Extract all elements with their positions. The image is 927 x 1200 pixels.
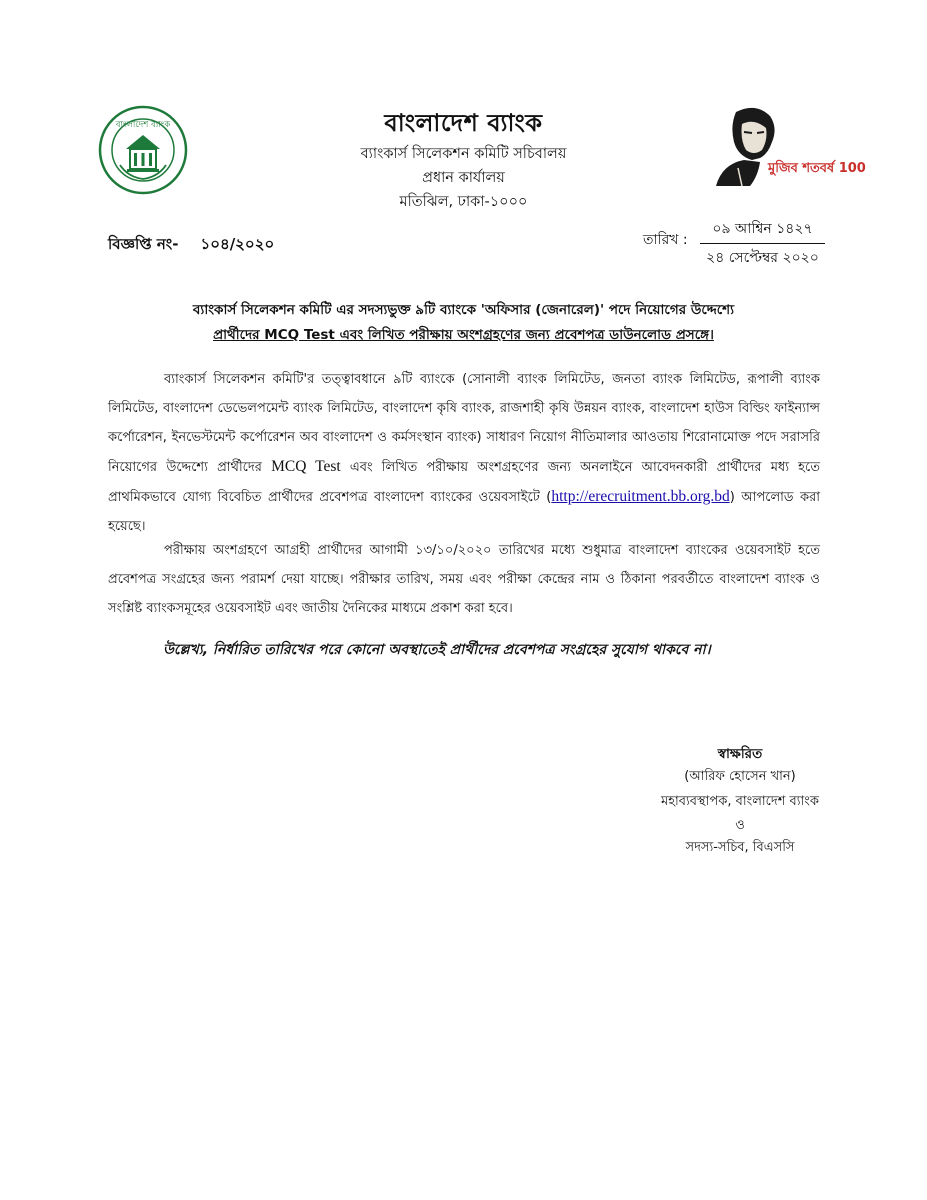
emblem-text: বাংলাদেশ ব্যাংক [115,120,171,130]
subject-line-2: প্রার্থীদের MCQ Test এবং লিখিত পরীক্ষায় অংশগ্রহণের জন্য প্রবেশপত্র ডাউনলোড প্রসঙ্গে। [213,327,714,343]
mcq-test-text: MCQ Test [271,458,341,475]
organization-name: বাংলাদেশ ব্যাংক [384,109,543,137]
office-name: প্রধান কার্যালয় [422,170,505,186]
signatory-title-1: মহাব্যবস্থাপক, বাংলাদেশ ব্যাংক [660,794,820,809]
date-label: তারিখ : [643,232,688,248]
signature-status: স্বাক্ষরিত [717,746,763,762]
mujib-text: মুজিব শতবর্ষ 100 [768,161,866,176]
body-paragraph-2: পরীক্ষায় অংশগ্রহণে আগ্রহী প্রার্থীদের আগামী ১৩/১০/২০২০ তারিখের মধ্যে শুধুমাত্র বাংলাদেশ ব্যাংকের ওয়েবসাইট হতে প্রবেশপত্র সংগ্রহের জন্য পরামর্শ দেয়া যাচ্ছে। পরীক্ষার তারিখ, সময় এবং পরীক্ষা কেন্দ্রের নাম ও ঠিকানা পরবর্তীতে বাংলাদেশ ব্যাংক ও সংশ্লিষ্ট ব্যাংকসমূহের ওয়েবসাইট এবং জাতীয় দৈনিকের মাধ্যমে প্রকাশ করা হবে। [108,543,820,616]
body-paragraph-1 [108,365,820,541]
signatory-and: ও [735,818,745,833]
secretariat-name: ব্যাংকার্স সিলেকশন কমিটি সচিবালয় [360,146,567,162]
para1-text-b: এবং লিখিত পরীক্ষায় অংশগ্রহণের জন্য অনলাইনে আবেদনকারী প্রার্থীদের মধ্য হতে প্রাথমিকভাবে যোগ্য বিবেচিত প্রার্থীদের প্রবেশপত্র বাংলাদেশ ব্যাংকের ওয়েবসাইটে ( [108,460,820,505]
notice-number-label: বিজ্ঞপ্তি নং- [108,235,179,253]
notice-number-value: ১০৪/২০২০ [200,235,275,253]
signatory-name: (আরিফ হোসেন খান) [684,769,796,784]
signatory-title-2: সদস্য-সচিব, বিএসসি [685,840,795,855]
erecruitment-link[interactable]: http://erecruitment.bb.org.bd [551,488,730,505]
para1-text-a: ব্যাংকার্স সিলেকশন কমিটি'র তত্ত্বাবধানে ৯টি ব্যাংকে (সোনালী ব্যাংক লিমিটেড, জনতা ব্যাংক লিমিটেড, রূপালী ব্যাংক লিমিটেড, বাংলাদেশ ডেভেলপমেন্ট ব্যাংক লিমিটেড, বাংলাদেশ কৃষি ব্যাংক, রাজশাহী কৃষি উন্নয়ন ব্যাংক, বাংলাদেশ হাউস বিল্ডিং ফাইন্যান্স কর্পোরেশন, ইনভেস্টমেন্ট কর্পোরেশন অব বাংলাদেশ ও কর্মসংস্থান ব্যাংক) সাধারণ নিয়োগ নীতিমালার আওতায় শিরোনামোক্ত পদে সরাসরি নিয়োগের উদ্দেশ্যে প্রার্থীদের [108,372,820,475]
subject-heading [150,298,777,348]
date-block [700,217,825,270]
important-note: উল্লেখ্য, নির্ধারিত তারিখের পরে কোনো অবস্থাতেই প্রার্থীদের প্রবেশপত্র সংগ্রহের সুযোগ থাকবে না। [163,642,711,658]
office-address: মতিঝিল, ঢাকা-১০০০ [399,194,528,210]
date-bengali: ০৯ আশ্বিন ১৪২৭ [700,217,825,244]
para1-text-c: ) আপলোড করা হয়েছে। [108,490,821,534]
date-gregorian: ২৪ সেপ্টেম্বর ২০২০ [706,250,819,266]
notice-number [108,233,274,258]
subject-line-1: ব্যাংকার্স সিলেকশন কমিটি এর সদস্যভুক্ত ৯টি ব্যাংকে 'অফিসার (জেনারেল)' পদে নিয়োগের উদ্দেশ্যে [192,302,735,318]
